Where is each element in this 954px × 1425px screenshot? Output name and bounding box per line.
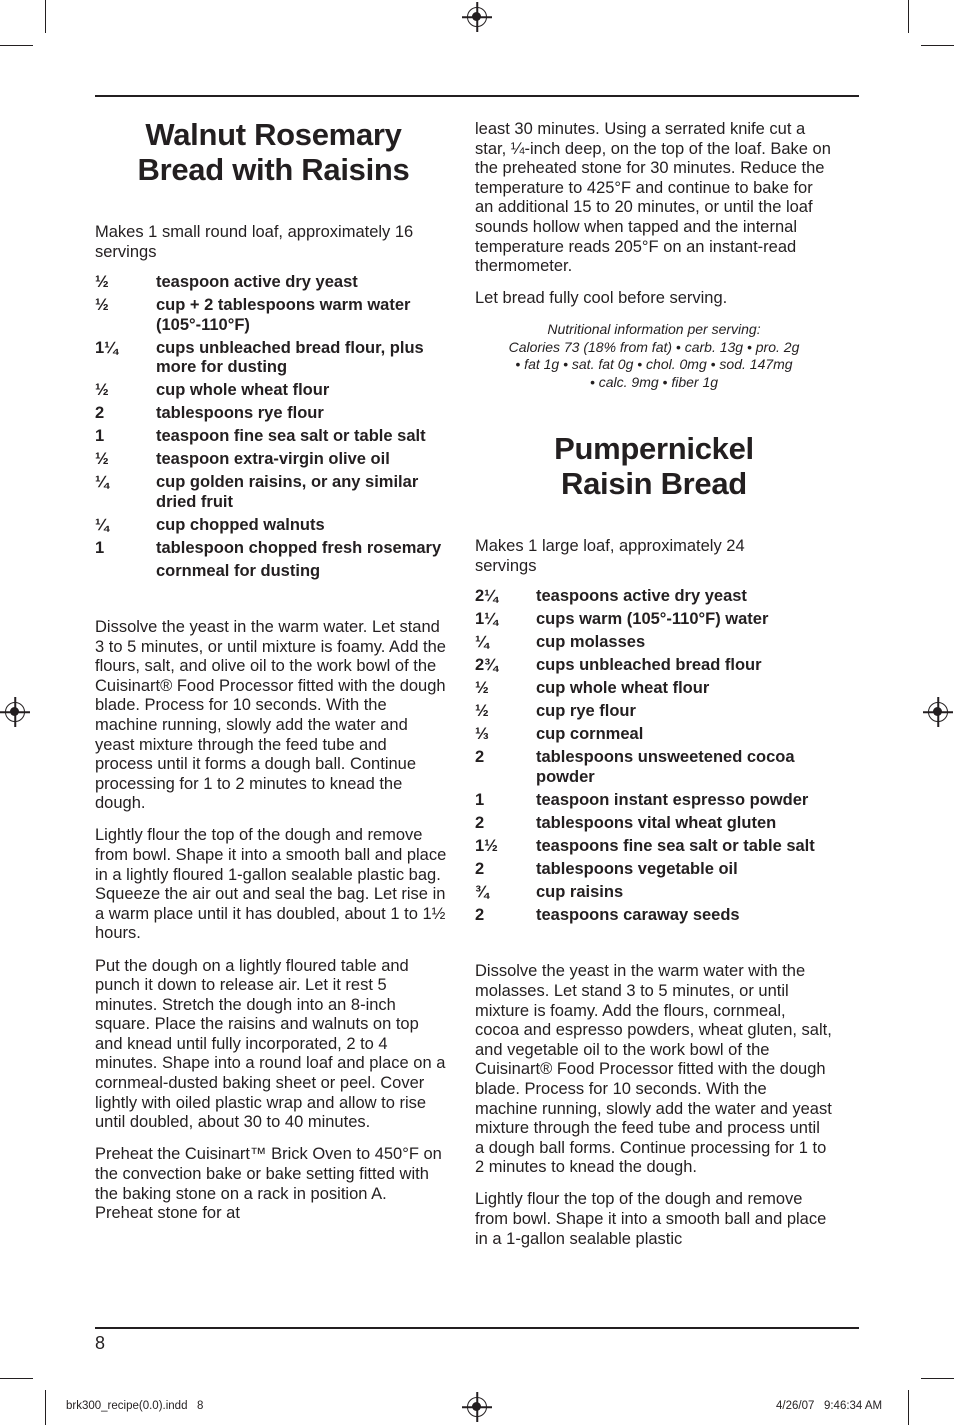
- ingredient-description: cup raisins: [536, 882, 624, 901]
- method-text: [95, 618, 449, 1224]
- nutrition-line: Calories 73 (18% from fat) • carb. 13g • pro. 2g: [508, 338, 800, 355]
- ingredient-quantity: 2: [475, 748, 485, 767]
- top-rule: [95, 95, 859, 97]
- ingredient-quantity: 1¼: [475, 610, 498, 629]
- ingredient-description: cup + 2 tablespoons warm water (105°-110°F): [156, 296, 411, 334]
- method-text: [475, 962, 833, 1249]
- ingredient-description: teaspoon instant espresso powder: [536, 790, 809, 809]
- crop-mark-bl-vertical: [45, 1390, 46, 1425]
- page-number: 8: [95, 1333, 106, 1353]
- ingredient-quantity: ¼: [95, 473, 109, 491]
- ingredient-quantity: ½: [475, 702, 489, 721]
- ingredient-quantity: ¾: [475, 882, 489, 901]
- slug-timestamp: 4/26/07 9:46:34 AM: [776, 1400, 883, 1412]
- ingredient-quantity: 2: [95, 404, 105, 422]
- ingredient-description: teaspoons active dry yeast: [536, 587, 747, 606]
- method-paragraph: least 30 minutes. Using a serrated knife cut a star, ¼-inch deep, on the top of the loaf. Bake on the preheated stone for 30 minutes. Reduce the temperature to 425°F and continue to bake for an additional 15 to 20 minutes, or until the loaf sounds hollow when tapped and the internal temperature reads 205°F on an instant-read thermometer.: [475, 120, 831, 276]
- ingredient-quantity: 2: [475, 813, 485, 832]
- ingredient-item: [95, 427, 452, 447]
- method-paragraph: Dissolve the yeast in the warm water with the molasses. Let stand 3 to 5 minutes, or until mixture is foamy. Add the flours, cornmeal, cocoa and espresso powders, wheat gluten, salt, and vegetable oil to the work bowl of the Cuisinart® Food Processor fitted with the dough blade. Process for 10 seconds. With the machine running, slowly add the water and yeast mixture through the feed tube and process until a dough ball forms. Continue processing for 1 to 2 minutes to knead the dough.: [475, 962, 832, 1177]
- method-text-continued: [475, 120, 833, 309]
- ingredient-quantity: 1: [95, 538, 105, 557]
- ingredient-quantity: 1: [95, 427, 105, 445]
- ingredient-description: tablespoons vital wheat gluten: [536, 813, 777, 832]
- ingredient-quantity: 2: [475, 859, 485, 878]
- ingredient-quantity: ½: [95, 296, 109, 314]
- left-column: [95, 117, 452, 1236]
- ingredient-item: [475, 633, 833, 653]
- registration-mark-icon: [5, 702, 25, 722]
- title-line: Pumpernickel: [554, 431, 754, 467]
- ingredient-description: tablespoons vegetable oil: [536, 859, 738, 878]
- ingredient-quantity: ¼: [95, 515, 109, 534]
- method-paragraph: Dissolve the yeast in the warm water. Let stand 3 to 5 minutes, or until mixture is foamy. Add the flours, salt, and olive oil to the work bowl of the Cuisinart® Food Processor fitted with the dough blade. Process for 10 seconds. With the machine running, slowly add the water and yeast mixture through the feed tube and process until it forms a dough ball. Continue processing for 1 to 2 minutes to knead the dough.: [95, 618, 446, 813]
- nutrition-info: [475, 321, 833, 391]
- ingredient-description: teaspoon extra-virgin olive oil: [156, 450, 390, 468]
- method-paragraph: Put the dough on a lightly floured table and punch it down to release air. Let it rest 5 minutes. Stretch the dough into an 8-inch square. Place the raisins and walnuts on top and knead until fully incorporated, 2 to 4 minutes. Shape into a round loaf and place on a cornmeal-dusted baking sheet or peel. Cover lightly with oiled plastic wrap and allow to rise until doubled, about 30 to 40 minutes.: [95, 956, 446, 1132]
- ingredient-item: [475, 906, 833, 926]
- ingredient-item: [475, 860, 833, 880]
- crop-mark-tl-horizontal: [0, 45, 33, 46]
- ingredient-item: [95, 381, 452, 401]
- ingredient-description: teaspoons caraway seeds: [536, 905, 740, 924]
- crop-mark-tr-vertical: [908, 0, 909, 33]
- ingredient-quantity: ½: [95, 381, 109, 399]
- ingredient-item: [475, 587, 833, 607]
- ingredient-quantity: ½: [95, 273, 109, 291]
- ingredient-list: [475, 587, 833, 925]
- ingredient-item: [475, 679, 833, 699]
- bottom-rule: [95, 1327, 859, 1329]
- ingredient-item: [95, 404, 452, 424]
- ingredient-description: teaspoon active dry yeast: [156, 273, 358, 291]
- yield-text: Makes 1 small round loaf, approximately 16 servings: [95, 223, 414, 261]
- ingredient-description: cornmeal for dusting: [156, 561, 321, 580]
- nutrition-line: • calc. 9mg • fiber 1g: [589, 373, 719, 390]
- ingredient-description: teaspoons fine sea salt or table salt: [536, 836, 815, 855]
- ingredient-item: [95, 296, 452, 335]
- nutrition-line: • fat 1g • sat. fat 0g • chol. 0mg • sod. 147mg: [515, 356, 793, 373]
- slug-filename: brk300_recipe(0.0).indd 8: [66, 1400, 204, 1412]
- method-paragraph: Lightly flour the top of the dough and remove from bowl. Shape it into a smooth ball and place in a 1-gallon sealable plastic: [475, 1190, 827, 1248]
- registration-mark-icon: [928, 702, 948, 722]
- method-paragraph: Let bread fully cool before serving.: [475, 289, 728, 308]
- recipe-title-pumpernickel: [475, 431, 833, 501]
- ingredient-item: [475, 791, 833, 811]
- ingredient-quantity: 2: [475, 905, 485, 924]
- crop-mark-bl-horizontal: [0, 1378, 33, 1379]
- ingredient-quantity: ¼: [475, 633, 489, 652]
- crop-mark-tr-horizontal: [921, 45, 954, 46]
- ingredient-item: [95, 562, 452, 582]
- ingredient-description: cups unbleached bread flour: [536, 656, 762, 675]
- ingredient-quantity: ½: [95, 450, 109, 468]
- recipe-title-walnut-rosemary: [95, 117, 452, 187]
- ingredient-item: [95, 273, 452, 293]
- ingredient-quantity: [95, 562, 156, 582]
- ingredient-item: [475, 748, 833, 787]
- ingredient-description: tablespoons rye flour: [156, 404, 324, 422]
- ingredient-item: [475, 725, 833, 745]
- ingredient-item: [95, 450, 452, 470]
- method-paragraph: Lightly flour the top of the dough and remove from bowl. Shape it into a smooth ball and place in a lightly floured 1-gallon sealable plastic bag. Squeeze the air out and seal the bag. Let rise in a warm place until it has doubled, about 1 to 1½ hours.: [95, 826, 447, 943]
- ingredient-list: [95, 273, 452, 581]
- yield-text: Makes 1 large loaf, approximately 24 servings: [475, 537, 745, 575]
- ingredient-item: [475, 610, 833, 630]
- ingredient-item: [475, 837, 833, 857]
- ingredient-description: tablespoons unsweetened cocoa powder: [536, 748, 795, 786]
- ingredient-item: [95, 539, 452, 559]
- ingredient-quantity: ½: [475, 679, 489, 698]
- title-line: Bread with Raisins: [137, 152, 410, 187]
- crop-mark-tl-vertical: [45, 0, 46, 33]
- crop-mark-br-vertical: [908, 1390, 909, 1425]
- ingredient-description: cups unbleached bread flour, plus more for dusting: [156, 338, 424, 376]
- ingredient-description: cup molasses: [536, 633, 646, 652]
- ingredient-description: teaspoon fine sea salt or table salt: [156, 427, 426, 445]
- title-line: Walnut Rosemary: [145, 117, 402, 152]
- registration-mark-icon: [467, 1397, 487, 1417]
- ingredient-quantity: 1¼: [95, 338, 118, 357]
- ingredient-quantity: ⅓: [475, 725, 489, 744]
- nutrition-heading: Nutritional information per serving:: [547, 321, 761, 338]
- ingredient-description: cup chopped walnuts: [156, 515, 325, 534]
- method-paragraph: Preheat the Cuisinart™ Brick Oven to 450°F on the convection bake or bake setting fitted with the baking stone on a rack in position A. Preheat stone for at: [95, 1145, 442, 1223]
- ingredient-item: [475, 883, 833, 903]
- ingredient-quantity: 2¾: [475, 656, 498, 675]
- ingredient-item: [95, 516, 452, 536]
- ingredient-item: [95, 473, 452, 512]
- ingredient-description: cup rye flour: [536, 702, 636, 721]
- title-line: Raisin Bread: [561, 466, 747, 502]
- ingredient-description: cup cornmeal: [536, 725, 644, 744]
- ingredient-description: tablespoon chopped fresh rosemary: [156, 538, 442, 557]
- ingredient-description: cup golden raisins, or any similar dried fruit: [156, 473, 419, 511]
- ingredient-quantity: 1½: [475, 836, 498, 855]
- ingredient-item: [475, 702, 833, 722]
- ingredient-item: [475, 656, 833, 676]
- ingredient-quantity: 2¼: [475, 587, 498, 606]
- ingredient-quantity: 1: [475, 790, 485, 809]
- crop-mark-br-horizontal: [921, 1378, 954, 1379]
- ingredient-item: [95, 339, 452, 378]
- ingredient-description: cup whole wheat flour: [536, 679, 710, 698]
- right-column: [475, 120, 833, 1262]
- registration-mark-icon: [467, 7, 487, 27]
- ingredient-description: cup whole wheat flour: [156, 381, 330, 399]
- ingredient-description: cups warm (105°-110°F) water: [536, 610, 769, 629]
- ingredient-item: [475, 814, 833, 834]
